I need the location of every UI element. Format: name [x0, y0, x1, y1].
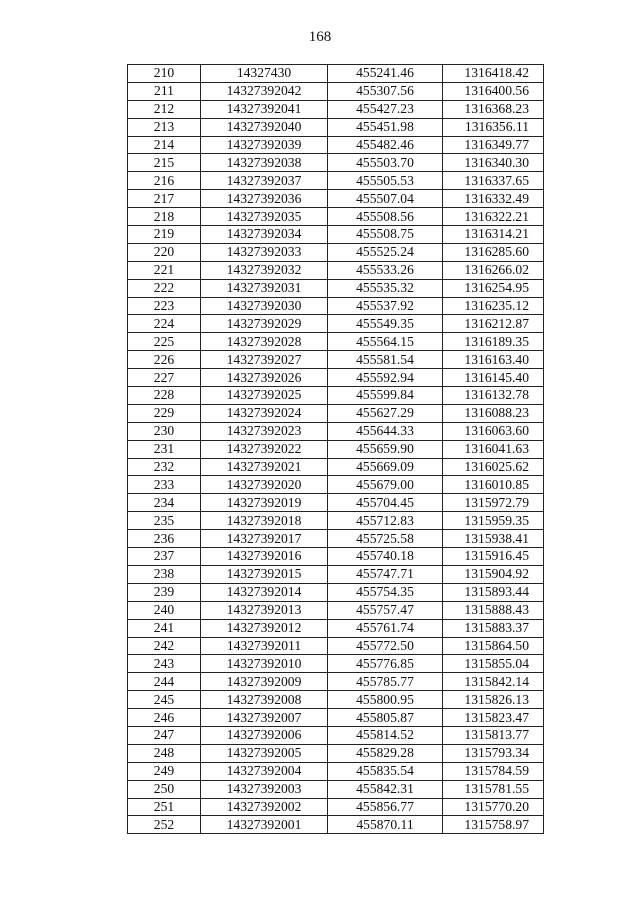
- table-row: [128, 172, 544, 190]
- point-id-cell: 14327392019: [201, 494, 328, 512]
- y-coordinate-cell: 1316368.23: [443, 100, 544, 118]
- row-number-cell: 252: [128, 816, 201, 834]
- row-number-cell: 246: [128, 709, 201, 727]
- y-coordinate-cell: 1316163.40: [443, 351, 544, 369]
- point-id-cell: 14327392022: [201, 440, 328, 458]
- y-coordinate-cell: 1315883.37: [443, 619, 544, 637]
- point-id-cell: 14327392027: [201, 351, 328, 369]
- y-coordinate-cell: 1316254.95: [443, 279, 544, 297]
- row-number-cell: 231: [128, 440, 201, 458]
- table-row: [128, 601, 544, 619]
- row-number-cell: 223: [128, 297, 201, 315]
- x-coordinate-cell: 455704.45: [328, 494, 443, 512]
- x-coordinate-cell: 455776.85: [328, 655, 443, 673]
- point-id-cell: 14327392032: [201, 261, 328, 279]
- x-coordinate-cell: 455870.11: [328, 816, 443, 834]
- row-number-cell: 237: [128, 548, 201, 566]
- coordinates-table-body: [128, 65, 544, 834]
- y-coordinate-cell: 1315770.20: [443, 798, 544, 816]
- table-row: [128, 351, 544, 369]
- point-id-cell: 14327392011: [201, 637, 328, 655]
- y-coordinate-cell: 1315893.44: [443, 583, 544, 601]
- row-number-cell: 233: [128, 476, 201, 494]
- table-row: [128, 476, 544, 494]
- x-coordinate-cell: 455814.52: [328, 726, 443, 744]
- row-number-cell: 228: [128, 387, 201, 405]
- x-coordinate-cell: 455785.77: [328, 673, 443, 691]
- table-row: [128, 619, 544, 637]
- row-number-cell: 210: [128, 65, 201, 83]
- point-id-cell: 14327392029: [201, 315, 328, 333]
- table-row: [128, 744, 544, 762]
- table-row: [128, 404, 544, 422]
- row-number-cell: 227: [128, 369, 201, 387]
- point-id-cell: 14327392009: [201, 673, 328, 691]
- y-coordinate-cell: 1316145.40: [443, 369, 544, 387]
- table-row: [128, 673, 544, 691]
- y-coordinate-cell: 1315758.97: [443, 816, 544, 834]
- x-coordinate-cell: 455427.23: [328, 100, 443, 118]
- x-coordinate-cell: 455508.75: [328, 226, 443, 244]
- row-number-cell: 244: [128, 673, 201, 691]
- row-number-cell: 232: [128, 458, 201, 476]
- point-id-cell: 14327392023: [201, 422, 328, 440]
- x-coordinate-cell: 455712.83: [328, 512, 443, 530]
- row-number-cell: 216: [128, 172, 201, 190]
- table-row: [128, 136, 544, 154]
- y-coordinate-cell: 1316189.35: [443, 333, 544, 351]
- point-id-cell: 14327392021: [201, 458, 328, 476]
- row-number-cell: 235: [128, 512, 201, 530]
- point-id-cell: 14327392003: [201, 780, 328, 798]
- row-number-cell: 214: [128, 136, 201, 154]
- x-coordinate-cell: 455754.35: [328, 583, 443, 601]
- row-number-cell: 250: [128, 780, 201, 798]
- x-coordinate-cell: 455757.47: [328, 601, 443, 619]
- x-coordinate-cell: 455505.53: [328, 172, 443, 190]
- point-id-cell: 14327392014: [201, 583, 328, 601]
- table-row: [128, 798, 544, 816]
- y-coordinate-cell: 1316041.63: [443, 440, 544, 458]
- point-id-cell: 14327392038: [201, 154, 328, 172]
- row-number-cell: 217: [128, 190, 201, 208]
- y-coordinate-cell: 1316088.23: [443, 404, 544, 422]
- row-number-cell: 236: [128, 530, 201, 548]
- y-coordinate-cell: 1316349.77: [443, 136, 544, 154]
- point-id-cell: 14327392018: [201, 512, 328, 530]
- row-number-cell: 212: [128, 100, 201, 118]
- table-row: [128, 565, 544, 583]
- y-coordinate-cell: 1316063.60: [443, 422, 544, 440]
- table-row: [128, 458, 544, 476]
- x-coordinate-cell: 455525.24: [328, 243, 443, 261]
- x-coordinate-cell: 455535.32: [328, 279, 443, 297]
- point-id-cell: 14327392008: [201, 691, 328, 709]
- table-row: [128, 65, 544, 83]
- y-coordinate-cell: 1316235.12: [443, 297, 544, 315]
- table-row: [128, 154, 544, 172]
- row-number-cell: 218: [128, 208, 201, 226]
- y-coordinate-cell: 1315823.47: [443, 709, 544, 727]
- point-id-cell: 14327392010: [201, 655, 328, 673]
- point-id-cell: 14327430: [201, 65, 328, 83]
- x-coordinate-cell: 455307.56: [328, 82, 443, 100]
- x-coordinate-cell: 455564.15: [328, 333, 443, 351]
- row-number-cell: 221: [128, 261, 201, 279]
- table-row: [128, 422, 544, 440]
- row-number-cell: 249: [128, 762, 201, 780]
- y-coordinate-cell: 1315904.92: [443, 565, 544, 583]
- x-coordinate-cell: 455241.46: [328, 65, 443, 83]
- x-coordinate-cell: 455537.92: [328, 297, 443, 315]
- y-coordinate-cell: 1315813.77: [443, 726, 544, 744]
- point-id-cell: 14327392016: [201, 548, 328, 566]
- y-coordinate-cell: 1315972.79: [443, 494, 544, 512]
- table-row: [128, 190, 544, 208]
- table-row: [128, 118, 544, 136]
- row-number-cell: 241: [128, 619, 201, 637]
- point-id-cell: 14327392036: [201, 190, 328, 208]
- x-coordinate-cell: 455800.95: [328, 691, 443, 709]
- point-id-cell: 14327392030: [201, 297, 328, 315]
- x-coordinate-cell: 455659.90: [328, 440, 443, 458]
- table-row: [128, 780, 544, 798]
- point-id-cell: 14327392002: [201, 798, 328, 816]
- table-row: [128, 369, 544, 387]
- y-coordinate-cell: 1316285.60: [443, 243, 544, 261]
- point-id-cell: 14327392006: [201, 726, 328, 744]
- row-number-cell: 226: [128, 351, 201, 369]
- point-id-cell: 14327392013: [201, 601, 328, 619]
- table-row: [128, 100, 544, 118]
- row-number-cell: 243: [128, 655, 201, 673]
- row-number-cell: 215: [128, 154, 201, 172]
- table-row: [128, 440, 544, 458]
- point-id-cell: 14327392037: [201, 172, 328, 190]
- row-number-cell: 245: [128, 691, 201, 709]
- point-id-cell: 14327392015: [201, 565, 328, 583]
- point-id-cell: 14327392033: [201, 243, 328, 261]
- point-id-cell: 14327392039: [201, 136, 328, 154]
- y-coordinate-cell: 1316356.11: [443, 118, 544, 136]
- point-id-cell: 14327392034: [201, 226, 328, 244]
- table-row: [128, 583, 544, 601]
- table-row: [128, 261, 544, 279]
- x-coordinate-cell: 455740.18: [328, 548, 443, 566]
- y-coordinate-cell: 1315793.34: [443, 744, 544, 762]
- point-id-cell: 14327392007: [201, 709, 328, 727]
- y-coordinate-cell: 1316314.21: [443, 226, 544, 244]
- y-coordinate-cell: 1315784.59: [443, 762, 544, 780]
- y-coordinate-cell: 1315916.45: [443, 548, 544, 566]
- table-row: [128, 816, 544, 834]
- point-id-cell: 14327392025: [201, 387, 328, 405]
- row-number-cell: 225: [128, 333, 201, 351]
- y-coordinate-cell: 1316400.56: [443, 82, 544, 100]
- row-number-cell: 247: [128, 726, 201, 744]
- x-coordinate-cell: 455507.04: [328, 190, 443, 208]
- table-row: [128, 548, 544, 566]
- x-coordinate-cell: 455581.54: [328, 351, 443, 369]
- row-number-cell: 213: [128, 118, 201, 136]
- table-row: [128, 243, 544, 261]
- point-id-cell: 14327392031: [201, 279, 328, 297]
- coordinates-table: [127, 64, 544, 834]
- x-coordinate-cell: 455599.84: [328, 387, 443, 405]
- table-row: [128, 297, 544, 315]
- table-row: [128, 709, 544, 727]
- table-row: [128, 726, 544, 744]
- x-coordinate-cell: 455772.50: [328, 637, 443, 655]
- point-id-cell: 14327392012: [201, 619, 328, 637]
- row-number-cell: 230: [128, 422, 201, 440]
- point-id-cell: 14327392020: [201, 476, 328, 494]
- table-row: [128, 279, 544, 297]
- table-row: [128, 512, 544, 530]
- table-row: [128, 691, 544, 709]
- x-coordinate-cell: 455549.35: [328, 315, 443, 333]
- x-coordinate-cell: 455503.70: [328, 154, 443, 172]
- table-row: [128, 387, 544, 405]
- row-number-cell: 222: [128, 279, 201, 297]
- x-coordinate-cell: 455533.26: [328, 261, 443, 279]
- y-coordinate-cell: 1315855.04: [443, 655, 544, 673]
- row-number-cell: 238: [128, 565, 201, 583]
- x-coordinate-cell: 455669.09: [328, 458, 443, 476]
- y-coordinate-cell: 1316212.87: [443, 315, 544, 333]
- table-row: [128, 82, 544, 100]
- x-coordinate-cell: 455482.46: [328, 136, 443, 154]
- row-number-cell: 220: [128, 243, 201, 261]
- point-id-cell: 14327392005: [201, 744, 328, 762]
- x-coordinate-cell: 455679.00: [328, 476, 443, 494]
- table-row: [128, 530, 544, 548]
- row-number-cell: 242: [128, 637, 201, 655]
- table-row: [128, 333, 544, 351]
- y-coordinate-cell: 1316010.85: [443, 476, 544, 494]
- y-coordinate-cell: 1315842.14: [443, 673, 544, 691]
- point-id-cell: 14327392024: [201, 404, 328, 422]
- point-id-cell: 14327392004: [201, 762, 328, 780]
- y-coordinate-cell: 1315938.41: [443, 530, 544, 548]
- x-coordinate-cell: 455829.28: [328, 744, 443, 762]
- x-coordinate-cell: 455805.87: [328, 709, 443, 727]
- table-row: [128, 762, 544, 780]
- point-id-cell: 14327392042: [201, 82, 328, 100]
- point-id-cell: 14327392041: [201, 100, 328, 118]
- point-id-cell: 14327392028: [201, 333, 328, 351]
- y-coordinate-cell: 1316025.62: [443, 458, 544, 476]
- row-number-cell: 229: [128, 404, 201, 422]
- y-coordinate-cell: 1315781.55: [443, 780, 544, 798]
- row-number-cell: 224: [128, 315, 201, 333]
- point-id-cell: 14327392017: [201, 530, 328, 548]
- x-coordinate-cell: 455725.58: [328, 530, 443, 548]
- table-row: [128, 637, 544, 655]
- y-coordinate-cell: 1315864.50: [443, 637, 544, 655]
- page-number: 168: [308, 29, 332, 45]
- table-row: [128, 208, 544, 226]
- row-number-cell: 251: [128, 798, 201, 816]
- y-coordinate-cell: 1316337.65: [443, 172, 544, 190]
- table-row: [128, 226, 544, 244]
- x-coordinate-cell: 455451.98: [328, 118, 443, 136]
- row-number-cell: 240: [128, 601, 201, 619]
- x-coordinate-cell: 455761.74: [328, 619, 443, 637]
- x-coordinate-cell: 455842.31: [328, 780, 443, 798]
- x-coordinate-cell: 455508.56: [328, 208, 443, 226]
- y-coordinate-cell: 1315959.35: [443, 512, 544, 530]
- x-coordinate-cell: 455644.33: [328, 422, 443, 440]
- x-coordinate-cell: 455627.29: [328, 404, 443, 422]
- x-coordinate-cell: 455747.71: [328, 565, 443, 583]
- y-coordinate-cell: 1316418.42: [443, 65, 544, 83]
- table-row: [128, 494, 544, 512]
- row-number-cell: 211: [128, 82, 201, 100]
- row-number-cell: 248: [128, 744, 201, 762]
- table-row: [128, 315, 544, 333]
- y-coordinate-cell: 1316322.21: [443, 208, 544, 226]
- table-row: [128, 655, 544, 673]
- x-coordinate-cell: 455835.54: [328, 762, 443, 780]
- point-id-cell: 14327392026: [201, 369, 328, 387]
- row-number-cell: 234: [128, 494, 201, 512]
- point-id-cell: 14327392001: [201, 816, 328, 834]
- x-coordinate-cell: 455856.77: [328, 798, 443, 816]
- x-coordinate-cell: 455592.94: [328, 369, 443, 387]
- y-coordinate-cell: 1316132.78: [443, 387, 544, 405]
- y-coordinate-cell: 1316340.30: [443, 154, 544, 172]
- y-coordinate-cell: 1315888.43: [443, 601, 544, 619]
- point-id-cell: 14327392035: [201, 208, 328, 226]
- point-id-cell: 14327392040: [201, 118, 328, 136]
- y-coordinate-cell: 1315826.13: [443, 691, 544, 709]
- row-number-cell: 219: [128, 226, 201, 244]
- y-coordinate-cell: 1316332.49: [443, 190, 544, 208]
- row-number-cell: 239: [128, 583, 201, 601]
- y-coordinate-cell: 1316266.02: [443, 261, 544, 279]
